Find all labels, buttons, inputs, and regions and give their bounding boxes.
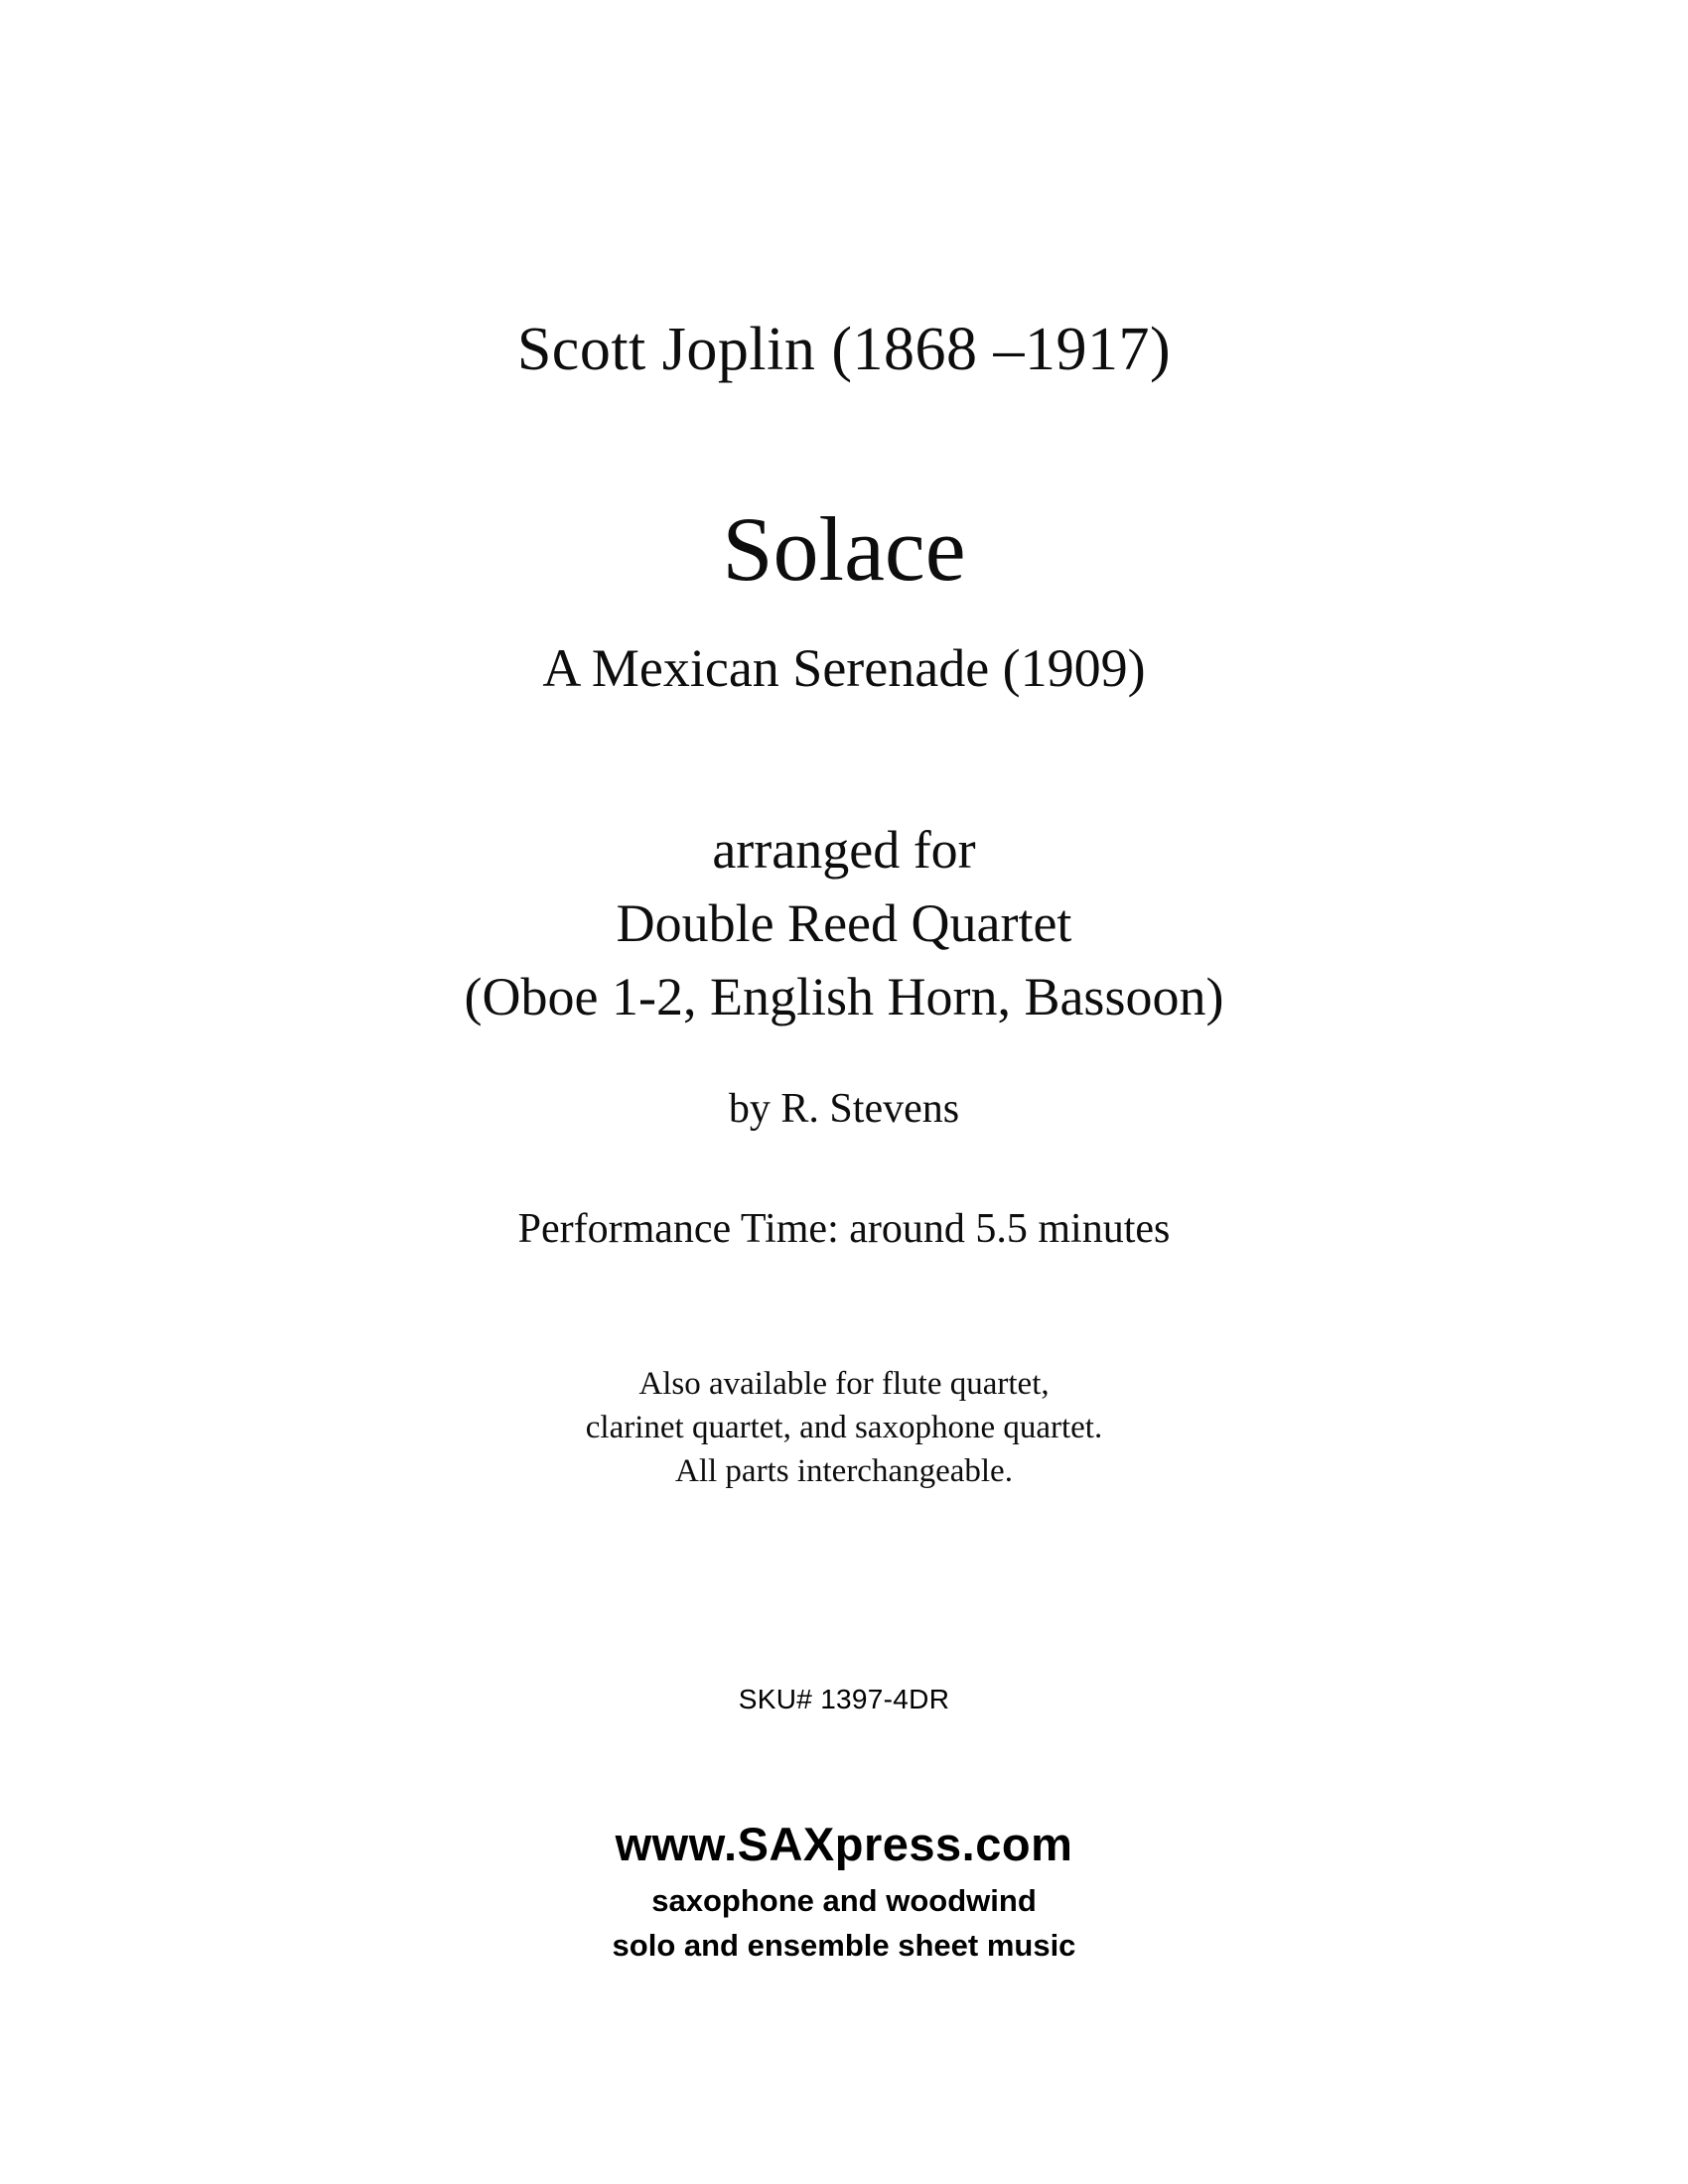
subtitle: A Mexican Serenade (1909) bbox=[542, 638, 1146, 698]
publisher-website: www.SAXpress.com bbox=[615, 1818, 1073, 1870]
availability-note bbox=[0, 1362, 1688, 1494]
composer-line: Scott Joplin (1868 –1917) bbox=[516, 316, 1172, 383]
availability-line-2: clarinet quartet, and saxophone quartet. bbox=[585, 1410, 1103, 1446]
availability-line-3: All parts interchangeable. bbox=[675, 1453, 1013, 1490]
availability-line-1: Also available for flute quartet, bbox=[638, 1366, 1050, 1402]
publisher-tagline-2: solo and ensemble sheet music bbox=[612, 1928, 1076, 1964]
publisher-tagline-1: saxophone and woodwind bbox=[651, 1883, 1037, 1919]
arranger-credit: by R. Stevens bbox=[728, 1086, 960, 1132]
sku-code: SKU# 1397-4DR bbox=[738, 1684, 950, 1714]
arrangement-line-1: arranged for bbox=[712, 820, 976, 880]
page-title: Solace bbox=[722, 498, 966, 600]
performance-time: Performance Time: around 5.5 minutes bbox=[517, 1206, 1171, 1252]
publisher-footer bbox=[0, 1817, 1688, 1969]
arrangement-line-2: Double Reed Quartet bbox=[616, 892, 1072, 953]
arrangement-line-3: (Oboe 1-2, English Horn, Bassoon) bbox=[464, 966, 1224, 1026]
arrangement-block bbox=[0, 814, 1688, 1034]
